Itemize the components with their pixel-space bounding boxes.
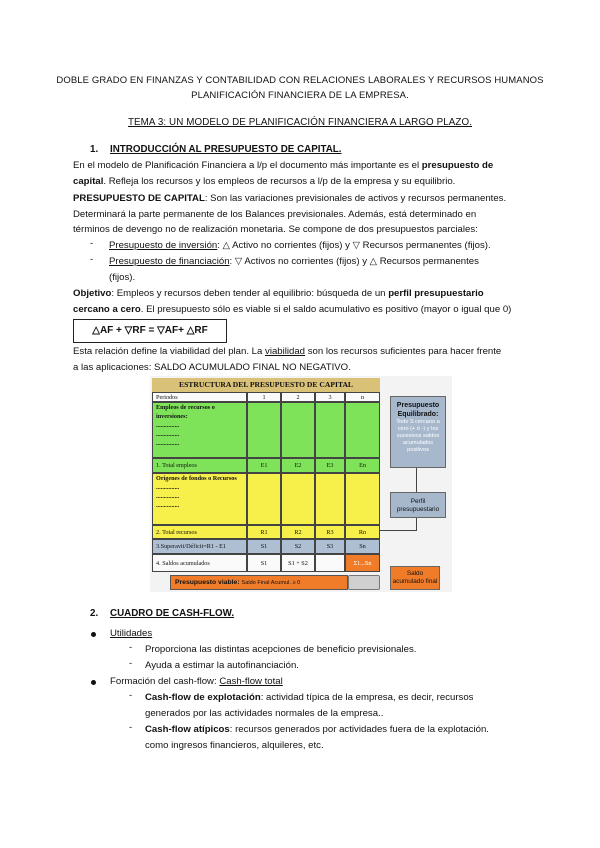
arrow-line <box>416 468 417 492</box>
utility-item-2: Ayuda a estimar la autofinanciación. <box>145 660 299 671</box>
utility-item-1: Proporciona las distintas acepciones de beneficio previsionales. <box>145 644 417 655</box>
financing-budget-item: Presupuesto de financiación: ▽ Activos no corrientes (fijos) y △ Recursos permanentes (fijos). <box>109 256 479 283</box>
section-2-number: 2. <box>90 608 99 619</box>
bullet-icon <box>91 632 96 637</box>
period-col-3: 3 <box>315 392 345 402</box>
surplus-value: S1 <box>247 539 281 554</box>
surplus-deficit-label: 3.Superavit/Déficit=R1 - E1 <box>152 539 247 554</box>
dash-bullet: - <box>129 690 133 701</box>
equilibrium-formula: △AF + ▽RF = ▽AF+ △RF <box>73 319 227 343</box>
total-uses-value: E1 <box>247 458 281 473</box>
uses-cell <box>281 402 315 458</box>
balanced-budget-box: Presupuesto Equilibrado: Todo S cercano a cero (+ ó -) y los sucesivos saldos acumulados positivos <box>390 396 446 468</box>
period-col-1: 1 <box>247 392 281 402</box>
intro-paragraph: En el modelo de Planificación Financiera a l/p el documento más importante es el presupuesto de capital. Refleja los recursos y los empleos de recursos a l/p de la empresa y su equilibrio. <box>73 160 494 187</box>
sources-cell <box>247 473 281 525</box>
sources-cell <box>315 473 345 525</box>
final-balance-box: Saldo acumulado final <box>390 566 440 590</box>
uses-cell <box>315 402 345 458</box>
total-sources-value: R3 <box>315 525 345 539</box>
section-1-number: 1. <box>90 144 99 155</box>
total-sources-value: Rn <box>345 525 380 539</box>
operating-cashflow-item: Cash-flow de explotación: actividad típica de la empresa, es decir, recursos generados por las actividades normales de la empresa.. <box>145 692 474 719</box>
dash-bullet: - <box>129 642 133 653</box>
cumulative-balance-label: 4. Saldos acumulados <box>152 554 247 572</box>
cumulative-value: S1 <box>247 554 281 572</box>
dash-bullet: - <box>90 238 94 249</box>
total-uses-value: En <box>345 458 380 473</box>
sources-cell <box>345 473 380 525</box>
arrow-line <box>380 530 417 531</box>
total-sources-label: 2. Total recursos <box>152 525 247 539</box>
atypical-cashflow-item: Cash-flow atípicos: recursos generados por actividades fuera de la explotación. como ingresos financieros, alquileres, etc. <box>145 724 489 751</box>
arrow-line <box>416 518 417 530</box>
subject-title: PLANIFICACIÓN FINANCIERA DE LA EMPRESA. <box>191 90 409 101</box>
topic-title: TEMA 3: UN MODELO DE PLANIFICACIÓN FINANCIERA A LARGO PLAZO. <box>127 117 473 128</box>
section-1-title: INTRODUCCIÓN AL PRESUPUESTO DE CAPITAL. <box>110 144 342 155</box>
viability-paragraph: Esta relación define la viabilidad del plan. La viabilidad son los recursos suficientes para hacer frente a las aplicaciones: SALDO ACUMULADO FINAL NO NEGATIVO. <box>73 346 502 373</box>
objective-paragraph: Objetivo: Empleos y recursos deben tender al equilibrio: búsqueda de un perfil presupuestario cercano a cero. El presupuesto sólo es viable si el saldo acumulativo es positivo (mayor o igual que 0) <box>73 288 512 315</box>
bullet-icon <box>91 680 96 685</box>
cumulative-value: S1 + S2 <box>281 554 315 572</box>
total-uses-label: 1. Total empleos <box>152 458 247 473</box>
cashflow-formation: Formación del cash-flow: Cash-flow total <box>110 676 283 687</box>
dash-bullet: - <box>129 722 133 733</box>
budget-profile-box: Perfil presupuestario <box>390 492 446 518</box>
total-uses-value: E2 <box>281 458 315 473</box>
license-badge <box>348 575 380 590</box>
capital-budget-figure <box>150 376 452 592</box>
dash-bullet: - <box>90 254 94 265</box>
sources-cell <box>281 473 315 525</box>
utilities-heading: Utilidades <box>110 628 153 639</box>
period-col-n: n <box>345 392 380 402</box>
uses-cell <box>247 402 281 458</box>
surplus-value: S2 <box>281 539 315 554</box>
total-sources-value: R1 <box>247 525 281 539</box>
total-sources-value: R2 <box>281 525 315 539</box>
viable-budget-banner: Presupuesto viable: Saldo Final Acumul. ≥ 0 <box>170 575 348 590</box>
uses-block: Empleos de recursos o inversiones: ............... ............... ............... <box>152 402 247 458</box>
course-title: DOBLE GRADO EN FINANZAS Y CONTABILIDAD CON RELACIONES LABORALES Y RECURSOS HUMANOS <box>56 75 544 86</box>
section-2-title: CUADRO DE CASH-FLOW. <box>110 608 235 619</box>
uses-cell <box>345 402 380 458</box>
period-col-2: 2 <box>281 392 315 402</box>
investment-budget-item: Presupuesto de inversión: △ Activo no corrientes (fijos) y ▽ Recursos permanentes (fijos). <box>109 240 491 251</box>
sources-block: Orígenes de fondos o Recursos ............... ............... ............... <box>152 473 247 525</box>
figure-title: ESTRUCTURA DEL PRESUPUESTO DE CAPITAL <box>152 378 380 392</box>
cumulative-value <box>315 554 345 572</box>
capital-budget-definition: PRESUPUESTO DE CAPITAL: Son las variaciones previsionales de activos y recursos permanentes. Determinará la parte permanente de los Balances previsionales. Además, está determinado en términos de devengo no de realización monetaria. Se compone de dos presupuestos parciales: <box>73 193 507 235</box>
surplus-value: Sn <box>345 539 380 554</box>
periods-label: Periodos <box>152 392 247 402</box>
surplus-value: S3 <box>315 539 345 554</box>
total-uses-value: E3 <box>315 458 345 473</box>
dash-bullet: - <box>129 658 133 669</box>
final-cumulative-value: Σ1...Sn <box>345 554 380 572</box>
